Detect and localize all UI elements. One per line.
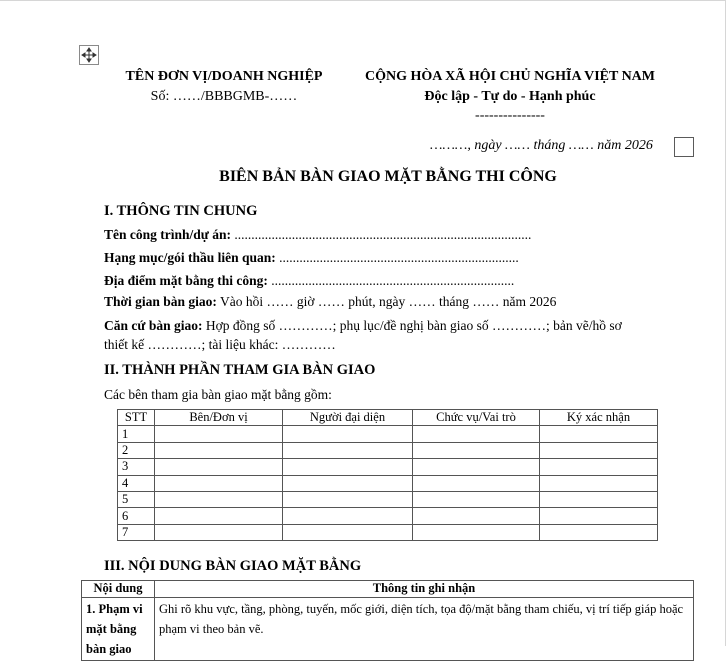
col-stt: STT <box>118 410 155 426</box>
move-arrows-icon[interactable] <box>79 45 99 65</box>
row-number: 6 <box>118 508 155 524</box>
field-value: Hợp đồng số …………; phụ lục/đề nghị bàn giao số …………; bản vẽ/hồ sơ <box>202 318 622 333</box>
field-project-name <box>104 225 531 245</box>
field-label: Thời gian bàn giao: <box>104 294 217 309</box>
col-representative: Người đại diện <box>283 410 413 426</box>
cell-role[interactable] <box>413 459 540 475</box>
table-row <box>118 475 658 491</box>
field-site-location <box>104 271 514 291</box>
row-number: 2 <box>118 442 155 458</box>
field-value: ........................................................................................ <box>231 227 532 242</box>
cell-party[interactable] <box>155 442 283 458</box>
cell-representative[interactable] <box>283 442 413 458</box>
row-item: 1. Phạm vi mặt bằng bàn giao <box>82 598 155 661</box>
row-note[interactable]: Ghi rõ khu vực, tầng, phòng, tuyến, mốc giới, diện tích, tọa độ/mặt bằng tham chiếu, vị trí tiếp giáp hoặc phạm vi theo bản vẽ. <box>155 598 694 661</box>
org-name: TÊN ĐƠN VỊ/DOANH NGHIỆP <box>125 69 323 84</box>
section1-heading: I. THÔNG TIN CHUNG <box>104 203 258 219</box>
table-header-row <box>118 410 658 426</box>
field-handover-basis-continued: thiết kế …………; tài liệu khác: ………… <box>104 337 336 352</box>
table-header-row <box>82 581 694 598</box>
row-number: 5 <box>118 491 155 507</box>
cell-representative[interactable] <box>283 524 413 540</box>
field-work-package <box>104 248 519 268</box>
table-row <box>118 459 658 475</box>
country-name: CỘNG HÒA XÃ HỘI CHỦ NGHĨA VIỆT NAM <box>364 69 655 84</box>
field-handover-basis <box>104 316 622 336</box>
cell-party[interactable] <box>155 524 283 540</box>
row-number: 4 <box>118 475 155 491</box>
cell-signature[interactable] <box>540 508 658 524</box>
field-handover-time <box>104 292 556 312</box>
col-record: Thông tin ghi nhận <box>155 581 694 598</box>
field-value: ........................................................................ <box>267 273 515 288</box>
cell-party[interactable] <box>155 475 283 491</box>
cell-representative[interactable] <box>283 426 413 442</box>
cell-signature[interactable] <box>540 491 658 507</box>
cell-role[interactable] <box>413 508 540 524</box>
motto-rule: --------------- <box>475 108 545 123</box>
field-label: Tên công trình/dự án: <box>104 227 231 242</box>
field-value: ....................................................................... <box>275 250 519 265</box>
col-party: Bên/Đơn vị <box>155 410 283 426</box>
section2-intro: Các bên tham gia bàn giao mặt bằng gồm: <box>104 387 332 402</box>
table-row <box>118 491 658 507</box>
table-row <box>82 598 694 661</box>
row-number: 3 <box>118 459 155 475</box>
table-row <box>118 508 658 524</box>
section2-heading: II. THÀNH PHẦN THAM GIA BÀN GIAO <box>104 362 376 378</box>
cell-signature[interactable] <box>540 524 658 540</box>
col-role: Chức vụ/Vai trò <box>413 410 540 426</box>
cell-signature[interactable] <box>540 426 658 442</box>
cell-signature[interactable] <box>540 442 658 458</box>
doc-number: Số: ……/BBBGMB-…… <box>150 89 298 104</box>
section3-heading: III. NỘI DUNG BÀN GIAO MẶT BẰNG <box>104 558 362 574</box>
field-label: Địa điểm mặt bằng thi công: <box>104 273 268 288</box>
document-title: BIÊN BẢN BÀN GIAO MẶT BẰNG THI CÔNG <box>219 168 557 185</box>
participants-table <box>117 409 658 541</box>
cell-party[interactable] <box>155 491 283 507</box>
handover-content-table <box>81 580 694 661</box>
table-row <box>118 442 658 458</box>
table-row <box>118 426 658 442</box>
cell-representative[interactable] <box>283 491 413 507</box>
cell-signature[interactable] <box>540 459 658 475</box>
cell-role[interactable] <box>413 426 540 442</box>
col-signature: Ký xác nhận <box>540 410 658 426</box>
cell-role[interactable] <box>413 491 540 507</box>
cell-signature[interactable] <box>540 475 658 491</box>
col-content: Nội dung <box>82 581 155 598</box>
cell-representative[interactable] <box>283 475 413 491</box>
cell-party[interactable] <box>155 426 283 442</box>
header-left-block <box>106 67 342 107</box>
cell-role[interactable] <box>413 475 540 491</box>
national-motto: Độc lập - Tự do - Hạnh phúc <box>424 89 596 104</box>
table-row <box>118 524 658 540</box>
empty-checkbox-icon[interactable] <box>674 137 694 157</box>
cell-party[interactable] <box>155 508 283 524</box>
field-label: Hạng mục/gói thầu liên quan: <box>104 250 276 265</box>
field-label: Căn cứ bàn giao: <box>104 318 203 333</box>
cell-representative[interactable] <box>283 508 413 524</box>
page-edge-top <box>0 0 726 1</box>
date-line: ………, ngày …… tháng …… năm 2026 <box>430 138 653 153</box>
row-number: 1 <box>118 426 155 442</box>
cell-role[interactable] <box>413 442 540 458</box>
header-right-block <box>352 67 668 125</box>
cell-role[interactable] <box>413 524 540 540</box>
row-number: 7 <box>118 524 155 540</box>
cell-party[interactable] <box>155 459 283 475</box>
cell-representative[interactable] <box>283 459 413 475</box>
field-value: Vào hồi …… giờ …… phút, ngày …… tháng …… năm 2026 <box>216 294 557 309</box>
